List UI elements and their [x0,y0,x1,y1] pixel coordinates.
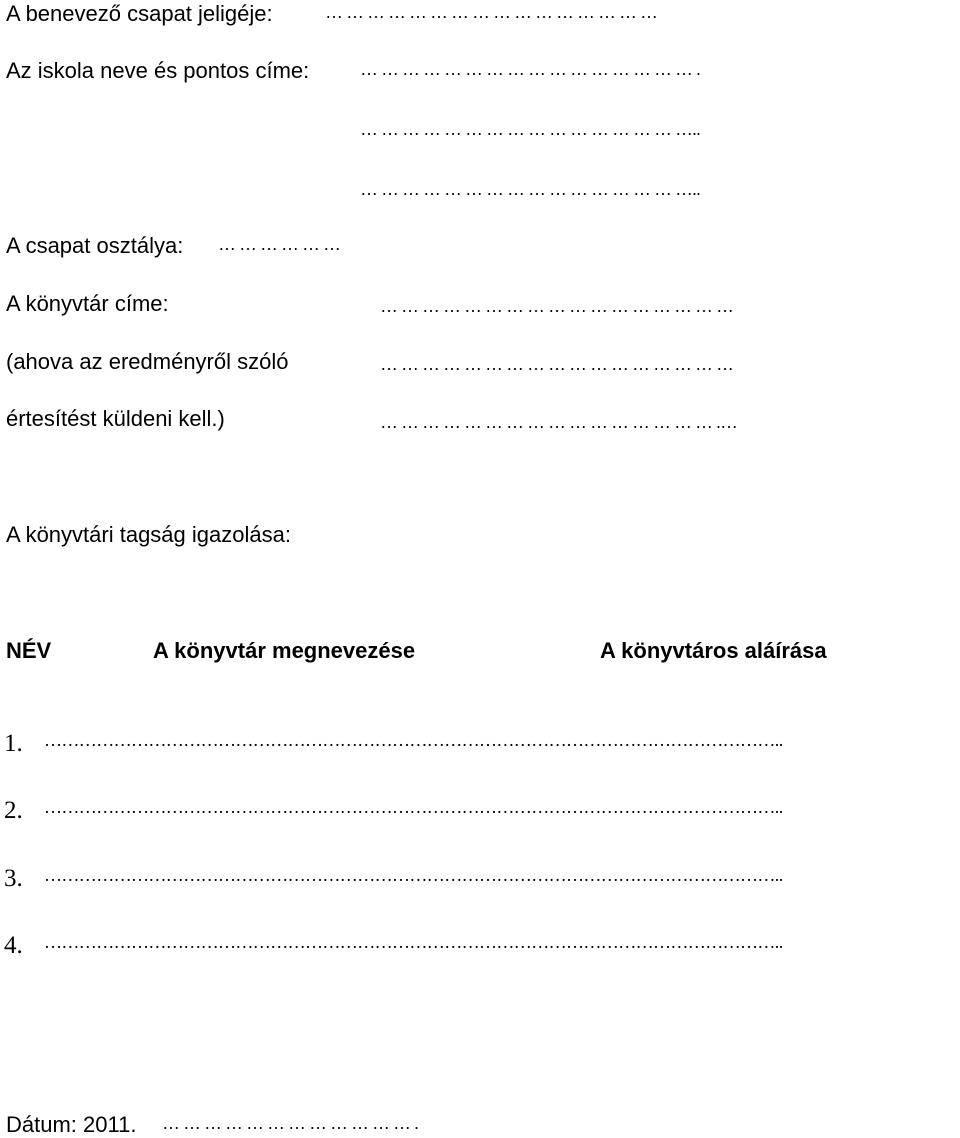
row-number: 1. [4,730,23,757]
school-field-line-1[interactable]: … … … … … … … … … … … … … … … … . [360,59,701,79]
date-field[interactable]: … … … … … … … … … … … … . [162,1113,419,1133]
column-header-librarian-signature: A könyvtáros aláírása [600,638,827,663]
row-entry-field[interactable]: ……………………………………………………………………………………………………………….. [44,865,783,885]
row-number: 4. [4,932,23,959]
row-entry-field[interactable]: ……………………………………………………………………………………………………………….. [44,797,783,817]
column-header-library-name: A könyvtár megnevezése [153,638,416,663]
table-row [4,866,23,891]
school-field-line-3[interactable]: … … … … … … … … … … … … … … … ….. [360,179,701,199]
table-row [4,798,23,823]
date-label: Dátum: 2011. [6,1112,137,1137]
class-field[interactable]: … … … … … … [218,234,341,254]
row-entry-field[interactable]: ……………………………………………………………………………………………………………….. [44,932,783,952]
table-row [4,933,23,958]
library-address-note-line-1: (ahova az eredményről szóló [6,349,289,374]
team-motto-label: A benevező csapat jeligéje: [6,1,273,26]
table-row [4,731,23,756]
row-number: 2. [4,797,23,824]
team-motto-field[interactable]: … … … … … … … … … … … … … … … … [325,2,658,22]
school-label: Az iskola neve és pontos címe: [6,58,310,83]
row-entry-field[interactable]: ……………………………………………………………………………………………………………….. [44,730,783,750]
column-header-name: NÉV [6,638,52,663]
library-address-field-line-2[interactable]: … … … … … … … … … … … … … … … … … [380,354,734,374]
library-address-label: A könyvtár címe: [6,291,169,316]
library-address-field-line-1[interactable]: … … … … … … … … … … … … … … … … … [380,296,734,316]
row-number: 3. [4,865,23,892]
library-address-note-line-2: értesítést küldeni kell.) [6,406,225,431]
library-address-field-line-3[interactable]: … … … … … … … … … … … … … … … … .… [380,412,738,432]
membership-label: A könyvtári tagság igazolása: [6,522,291,547]
class-label: A csapat osztálya: [6,233,184,258]
school-field-line-2[interactable]: … … … … … … … … … … … … … … … ….. [360,119,701,139]
